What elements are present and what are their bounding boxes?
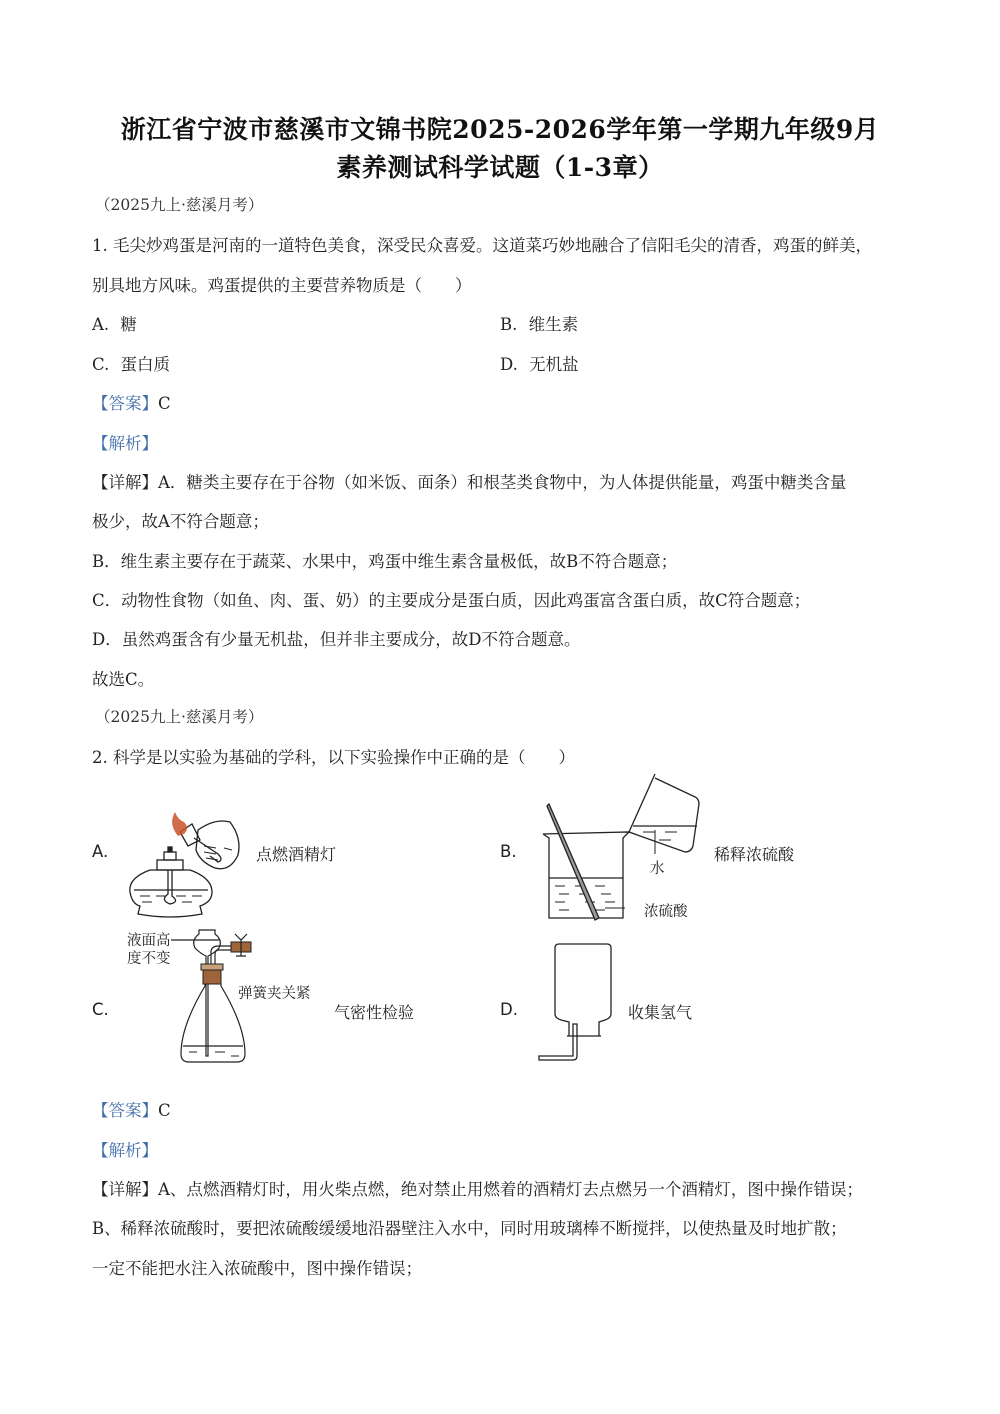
question-1-detail-line1 [92, 469, 846, 493]
question-1-detail-line2: 极少，故A不符合题意； [92, 512, 269, 531]
level-annotation-line1: 液面高 [127, 933, 171, 949]
acid-annotation: 浓硫酸 [644, 904, 688, 920]
answer-tag: 【答案】 [92, 1101, 158, 1120]
option-c-caption: 气密性检验 [334, 1003, 415, 1022]
detail-tag: 【详解】 [92, 1180, 158, 1199]
option-label: D. [500, 355, 518, 374]
question-2-source: （2025九上·慈溪月考） [95, 708, 264, 726]
question-2-answer [92, 1097, 171, 1121]
question-2-option-d-label: D. [500, 1000, 518, 1019]
question-1-stem-line1: 1. 毛尖炒鸡蛋是河南的一道特色美食，深受民众喜爱。这道菜巧妙地融合了信阳毛尖的清香，鸡蛋的鲜美， [92, 236, 872, 255]
question-1-option-b [500, 311, 578, 335]
document-title-line1: 浙江省宁波市慈溪市文锦书院2025-2026学年第一学期九年级9月 [120, 115, 880, 144]
question-1-detail-line5: D．虽然鸡蛋含有少量无机盐，但并非主要成分，故D不符合题意。 [92, 630, 581, 649]
question-2-option-a-label: A. [92, 842, 109, 861]
question-1-detail-line4: C．动物性食物（如鱼、肉、蛋、奶）的主要成分是蛋白质，因此鸡蛋富含蛋白质，故C符合题意； [92, 591, 811, 610]
option-d-caption: 收集氢气 [628, 1003, 693, 1022]
hydrogen-collection-figure [535, 942, 615, 1066]
level-annotation-line2: 度不变 [127, 951, 171, 967]
question-2-detail-line3: 一定不能把水注入浓硫酸中，图中操作错误； [92, 1259, 422, 1278]
option-text: 糖 [120, 315, 137, 334]
question-1-stem-line2: 别具地方风味。鸡蛋提供的主要营养物质是（ ） [92, 276, 472, 295]
answer-value: C [158, 394, 171, 413]
option-label: B. [500, 315, 518, 334]
question-2-stem-line1: 2. 科学是以实验为基础的学科，以下实验操作中正确的是（ ） [92, 748, 575, 767]
alcohol-lamp-figure [120, 810, 250, 925]
question-1-option-a [92, 311, 137, 335]
option-label: A. [92, 315, 110, 334]
option-text: 蛋白质 [120, 355, 171, 374]
answer-tag: 【答案】 [92, 394, 158, 413]
question-1-option-d [500, 351, 579, 375]
question-1-detail-line3: B．维生素主要存在于蔬菜、水果中，鸡蛋中维生素含量极低，故B不符合题意； [92, 552, 678, 571]
option-b-caption: 稀释浓硫酸 [714, 845, 795, 864]
question-2-option-c-label: C. [92, 1000, 109, 1019]
option-text: 维生素 [528, 315, 579, 334]
water-annotation: 水 [650, 861, 665, 877]
answer-value: C [158, 1101, 171, 1120]
question-1-conclusion: 故选C。 [92, 670, 155, 689]
question-2-analysis-tag: 【解析】 [92, 1141, 158, 1160]
option-label: C. [92, 355, 110, 374]
detail-text: A．糖类主要存在于谷物（如米饭、面条）和根茎类食物中，为人体提供能量，鸡蛋中糖类含量 [158, 473, 847, 492]
detail-text: A、点燃酒精灯时，用火柴点燃，绝对禁止用燃着的酒精灯去点燃另一个酒精灯，图中操作错误； [158, 1180, 863, 1199]
detail-tag: 【详解】 [92, 473, 158, 492]
flame-icon [172, 812, 187, 836]
question-2-detail-line2: B、稀释浓硫酸时，要把浓硫酸缓缓地沿器壁注入水中，同时用玻璃棒不断搅拌，以使热量及时地扩散； [92, 1219, 847, 1238]
question-1-answer [92, 390, 171, 414]
question-1-analysis-tag: 【解析】 [92, 434, 158, 453]
question-2-option-b-label: B. [500, 842, 517, 861]
question-1-source: （2025九上·慈溪月考） [95, 196, 264, 214]
question-1-option-c [92, 351, 170, 375]
option-text: 无机盐 [529, 355, 579, 374]
clamp-annotation: 弹簧夹关紧 [238, 986, 311, 1002]
option-a-caption: 点燃酒精灯 [256, 845, 337, 864]
question-2-detail-line1 [92, 1176, 863, 1200]
document-title-line2: 素养测试科学试题（1-3章） [336, 153, 664, 182]
